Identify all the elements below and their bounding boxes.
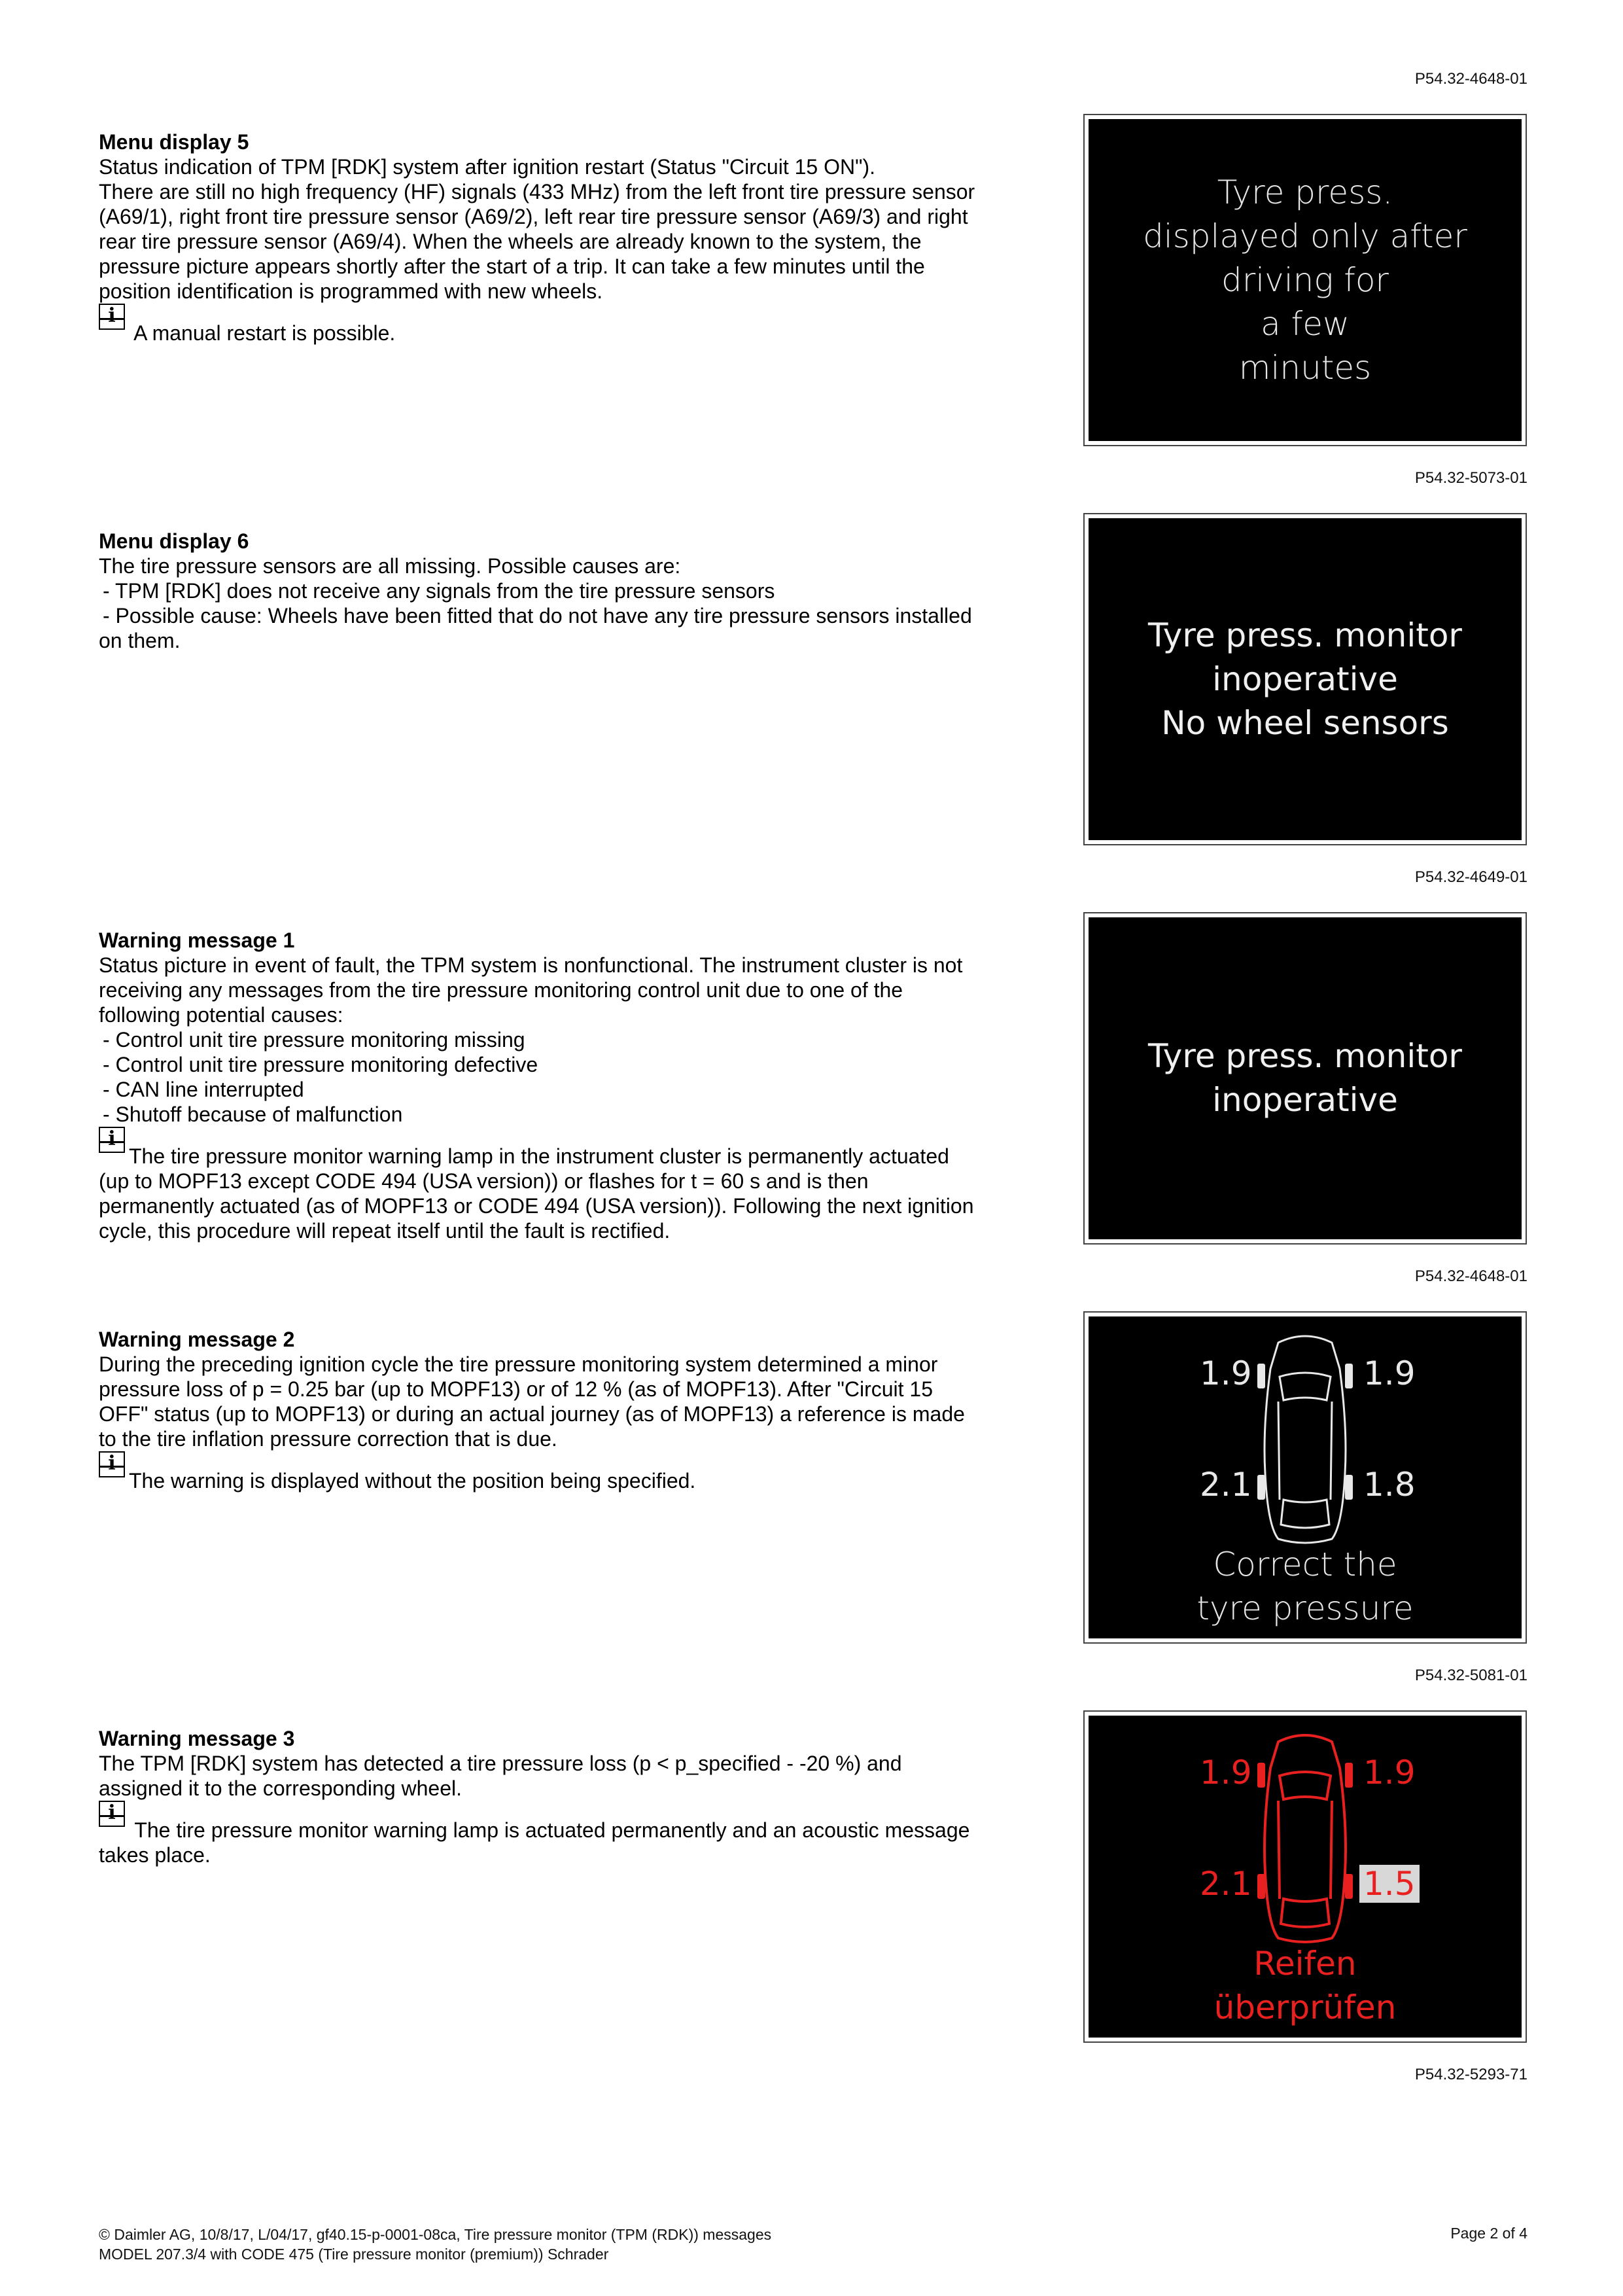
page-footer bbox=[99, 2225, 771, 2264]
body-line: (A69/1), right front tire pressure sensor (A69/2), left rear tire pressure sensor (A69/3) and right bbox=[99, 205, 968, 228]
body-line: Status indication of TPM [RDK] system after ignition restart (Status "Circuit 15 ON"). bbox=[99, 155, 875, 179]
body-line: The tire pressure sensors are all missing. Possible causes are: bbox=[99, 554, 681, 578]
section-heading: Warning message 1 bbox=[99, 928, 295, 952]
screen-line: No wheel sensors bbox=[1161, 703, 1449, 742]
info-icon: i bbox=[99, 1451, 125, 1477]
footer-line: © Daimler AG, 10/8/17, L/04/17, gf40.15-p-0001-08ca, Tire pressure monitor (TPM (RDK)) messages bbox=[99, 2226, 772, 2243]
screen-message bbox=[1089, 1942, 1522, 2030]
display-screen-4 bbox=[1083, 1311, 1527, 1644]
body-line: Status picture in event of fault, the TPM system is nonfunctional. The instrument cluster is not bbox=[99, 953, 963, 977]
figure-ref-3: P54.32-4649-01 bbox=[1414, 868, 1527, 886]
note-line: (up to MOPF13 except CODE 494 (USA version)) or flashes for t = 60 s and is then bbox=[99, 1169, 869, 1193]
note-line: The warning is displayed without the position being specified. bbox=[129, 1469, 696, 1492]
display-screen-3 bbox=[1083, 912, 1527, 1245]
footer-line: MODEL 207.3/4 with CODE 475 (Tire pressure monitor (premium)) Schrader bbox=[99, 2246, 609, 2263]
note bbox=[99, 1451, 1028, 1493]
tire-pressure-front-right: 1.9 bbox=[1363, 1354, 1416, 1392]
section-menu-display-6 bbox=[99, 529, 1028, 653]
figure-ref-6: P54.32-5293-71 bbox=[1414, 2066, 1527, 2083]
note-line: The tire pressure monitor warning lamp in the instrument cluster is permanently actuated bbox=[129, 1144, 949, 1168]
tire-pressure-rear-left: 2.1 bbox=[1200, 1466, 1252, 1504]
body-line: OFF" status (up to MOPF13) or during an actual journey (as of MOPF13) a reference is made bbox=[99, 1402, 965, 1426]
tire-pressure-front-left: 1.9 bbox=[1200, 1754, 1252, 1792]
screen-content bbox=[1089, 1716, 1522, 2038]
screen-content bbox=[1089, 1316, 1522, 1638]
tire-pressure-rear-left: 2.1 bbox=[1200, 1865, 1252, 1903]
section-heading: Menu display 5 bbox=[99, 130, 249, 154]
body-line: - TPM [RDK] does not receive any signals from the tire pressure sensors bbox=[103, 579, 775, 603]
screen-line: driving for bbox=[1221, 260, 1389, 299]
body-line: following potential causes: bbox=[99, 1003, 343, 1027]
screen-line: Tyre press. bbox=[1217, 173, 1393, 211]
section-warning-message-3 bbox=[99, 1726, 1028, 1867]
note-line: permanently actuated (as of MOPF13 or CODE 494 (USA version)). Following the next ignition bbox=[99, 1194, 974, 1218]
body-line: - CAN line interrupted bbox=[103, 1078, 304, 1101]
body-line: position identification is programmed with new wheels. bbox=[99, 279, 603, 303]
note-line: A manual restart is possible. bbox=[129, 321, 396, 345]
tire-pressure-rear-right: 1.8 bbox=[1363, 1466, 1416, 1504]
screen-line: Tyre press. monitor bbox=[1148, 1037, 1462, 1075]
screen-line: minutes bbox=[1238, 348, 1372, 387]
display-screen-2 bbox=[1083, 513, 1527, 845]
section-heading: Warning message 2 bbox=[99, 1328, 295, 1351]
body-line: rear tire pressure sensor (A69/4). When the wheels are already known to the system, the bbox=[99, 230, 922, 253]
screen-line: tyre pressure bbox=[1196, 1589, 1414, 1627]
section-heading: Menu display 6 bbox=[99, 529, 249, 553]
display-screen-5 bbox=[1083, 1710, 1527, 2043]
body-line: - Control unit tire pressure monitoring missing bbox=[103, 1028, 525, 1051]
tire-pressure-rear-right-warning: 1.5 bbox=[1359, 1865, 1420, 1903]
body-line: - Possible cause: Wheels have been fitted that do not have any tire pressure sensors installed bbox=[103, 604, 972, 627]
figure-ref-1: P54.32-4648-01 bbox=[1414, 70, 1527, 88]
body-line: assigned it to the corresponding wheel. bbox=[99, 1776, 462, 1800]
info-icon: i bbox=[99, 304, 125, 330]
figure-ref-4: P54.32-4648-01 bbox=[1414, 1267, 1527, 1285]
screen-message bbox=[1089, 1543, 1522, 1631]
figure-ref-5: P54.32-5081-01 bbox=[1414, 1667, 1527, 1684]
screen-line: Correct the bbox=[1213, 1545, 1397, 1583]
info-icon: i bbox=[99, 1127, 125, 1153]
body-line: There are still no high frequency (HF) signals (433 MHz) from the left front tire pressure sensor bbox=[99, 180, 975, 203]
screen-line: a few bbox=[1261, 304, 1350, 343]
note-line: cycle, this procedure will repeat itself until the fault is rectified. bbox=[99, 1219, 671, 1243]
note bbox=[99, 304, 1028, 345]
section-warning-message-2 bbox=[99, 1327, 1028, 1493]
section-menu-display-5 bbox=[99, 130, 1028, 345]
display-screen-1 bbox=[1083, 114, 1527, 446]
body-line: The TPM [RDK] system has detected a tire pressure loss (p < p_specified - -20 %) and bbox=[99, 1752, 902, 1775]
note bbox=[99, 1127, 1028, 1169]
screen-content bbox=[1089, 119, 1522, 441]
body-line: to the tire inflation pressure correction that is due. bbox=[99, 1427, 557, 1451]
screen-line: Tyre press. monitor bbox=[1148, 616, 1462, 654]
screen-line: displayed only after bbox=[1143, 217, 1467, 255]
tire-pressure-front-left: 1.9 bbox=[1200, 1354, 1252, 1392]
body-line: pressure picture appears shortly after the start of a trip. It can take a few minutes until the bbox=[99, 255, 925, 278]
section-warning-message-1 bbox=[99, 928, 1028, 1243]
note bbox=[99, 1801, 1028, 1843]
screen-line: inoperative bbox=[1212, 660, 1398, 698]
section-heading: Warning message 3 bbox=[99, 1727, 295, 1750]
figure-ref-2: P54.32-5073-01 bbox=[1414, 469, 1527, 487]
screen-line: überprüfen bbox=[1213, 1988, 1397, 2026]
page-number: Page 2 of 4 bbox=[1450, 2225, 1527, 2242]
screen-content bbox=[1089, 917, 1522, 1239]
body-line: receiving any messages from the tire pressure monitoring control unit due to one of the bbox=[99, 978, 903, 1002]
note-line: The tire pressure monitor warning lamp is actuated permanently and an acoustic message bbox=[129, 1818, 970, 1842]
screen-content bbox=[1089, 518, 1522, 840]
body-line: - Shutoff because of malfunction bbox=[103, 1103, 403, 1126]
screen-line: inoperative bbox=[1212, 1081, 1398, 1119]
note-line: takes place. bbox=[99, 1843, 211, 1867]
info-icon: i bbox=[99, 1801, 125, 1827]
body-line: on them. bbox=[99, 629, 181, 652]
body-line: During the preceding ignition cycle the tire pressure monitoring system determined a minor bbox=[99, 1352, 938, 1376]
body-line: pressure loss of p = 0.25 bar (up to MOPF13) or of 12 % (as of MOPF13). After "Circuit 15 bbox=[99, 1377, 933, 1401]
tire-pressure-front-right: 1.9 bbox=[1363, 1754, 1416, 1792]
body-line: - Control unit tire pressure monitoring defective bbox=[103, 1053, 538, 1076]
screen-line: Reifen bbox=[1253, 1945, 1357, 1983]
